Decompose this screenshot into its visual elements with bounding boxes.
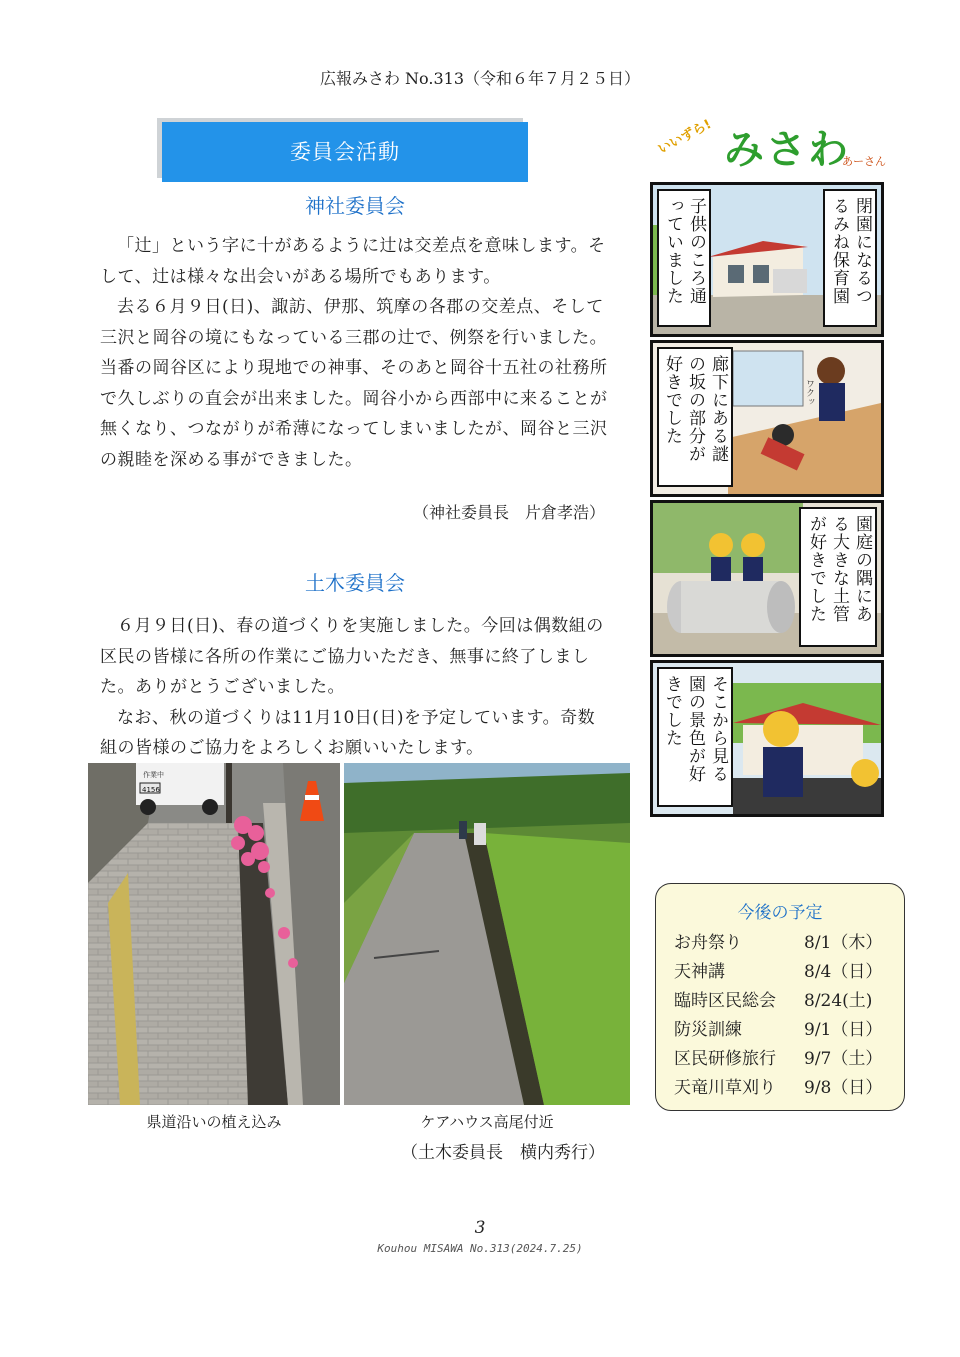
photo-caption: 県道沿いの植え込み [146,1113,282,1131]
license-plate: 4156 [142,786,160,794]
schedule-event: お舟祭り [674,933,742,953]
manga-sfx: ワクッ [804,379,814,406]
manga-title: みさわ [724,127,850,173]
schedule-date: 8/1（木） [804,933,883,953]
manga-panel-1-caption-left: 子供のころ通っていました [657,189,711,327]
footer: Kouhou MISAWA No.313(2024.7.25) [377,1242,583,1255]
manga-panel-2-caption: 廊下にある謎の坂の部分が好きでした [657,347,733,487]
shrine-signature: （神社委員長 片倉孝浩） [412,503,605,522]
schedule-date: 9/8（日） [804,1078,883,1098]
manga-panel-1 [650,182,884,337]
schedule-event: 天神講 [674,962,725,982]
civil-paragraph: なお、秋の道づくりは11月10日(日)を予定しています。奇数組の皆様のご協力をよろしくお願いいたします。 [100,707,596,758]
shrine-paragraph: 去る６月９日(日)、諏訪、伊那、筑摩の各郡の交差点、そして三沢と岡谷の境にもなっている三郡の辻で、例祭を行いました。当番の岡谷区により現地での神事、そのあと岡谷十五社の社務所で久しぶりの直会が出来ました。岡谷小から西部中に来ることが無くなり、つながりが希薄になってしまいましたが、岡谷と三沢の親睦を深める事ができました。 [100,297,608,470]
truck-sign: 作業中 [143,771,164,779]
manga-author: あーさん [842,155,886,168]
schedule-date: 9/1（日） [804,1020,883,1040]
civil-committee-body [100,611,610,764]
shrine-committee-title: 神社委員会 [305,194,405,218]
schedule-box [655,883,905,1111]
manga-panel-1-caption-right: 閉園になるつるみね保育園 [823,189,877,327]
manga-panel-3 [650,500,884,657]
shrine-committee-body [100,231,610,475]
civil-committee-title: 土木委員会 [305,571,405,595]
schedule-event: 区民研修旅行 [674,1049,776,1069]
page-number: 3 [474,1218,486,1238]
shrine-paragraph: 「辻」という字に十があるように辻は交差点を意味します。そして、辻は様々な出会いがある場所でもあります。 [100,236,606,287]
schedule-date: 8/4（日） [804,962,883,982]
civil-paragraph: ６月９日(日)、春の道づくりを実施しました。今回は偶数組の区民の皆様に各所の作業にご協力いただき、無事に終了しました。ありがとうございました。 [100,616,604,697]
schedule-event: 臨時区民総会 [674,991,776,1011]
schedule-event: 防災訓練 [674,1020,742,1040]
photo-care-house-road [344,763,630,1105]
schedule-title: 今後の予定 [737,903,823,923]
manga-panel-3-caption: 園庭の隅にある大きな土管が好きでした [799,507,877,647]
manga-tag: いいずら! [655,117,715,158]
schedule-event: 天竜川草刈り [674,1078,776,1098]
section-banner: 委員会活動 [162,122,528,182]
schedule-date: 9/7（土） [804,1049,883,1069]
newsletter-header: 広報みさわ No.313（令和６年７月２５日） [319,69,641,88]
manga-panel-4 [650,660,884,817]
civil-signature: （土木委員長 横内秀行） [401,1143,605,1163]
photo-caption: ケアハウス高尾付近 [420,1113,554,1131]
schedule-date: 8/24(土) [804,991,873,1011]
manga-panel-4-caption: そこから見る園の景色が好きでした [657,667,733,807]
photo-roadside-planting [88,763,340,1105]
manga-panel-2 [650,340,884,497]
